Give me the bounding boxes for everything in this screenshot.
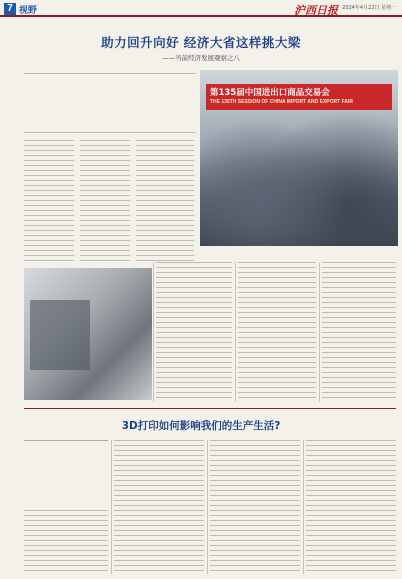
body-column-10 (306, 440, 396, 574)
column-rule-4 (111, 440, 112, 574)
factory-photo-detail (30, 300, 90, 370)
column-rule-6 (303, 440, 304, 574)
body-column-9 (210, 440, 300, 574)
main-headline: 助力回升向好 经济大省这样挑大梁 (101, 35, 301, 50)
page-number-tag: 7 (4, 3, 16, 15)
fair-banner (206, 84, 392, 110)
column-rule-2 (235, 262, 236, 402)
column-rule-3 (319, 262, 320, 402)
body-column-5 (238, 262, 316, 402)
top-rule (0, 15, 402, 17)
masthead-logo: 沪西日报 (294, 4, 338, 17)
body-column-3 (136, 140, 194, 262)
fair-banner-title: 第135届中国进出口商品交易会 (210, 88, 330, 98)
body-column-7 (24, 510, 108, 574)
fair-banner-subtitle: THE 135TH SESSION OF CHINA IMPORT AND EXPORT FAIR (210, 99, 353, 105)
mid-rule (24, 408, 396, 409)
hero-photo (200, 70, 398, 246)
body-column-8 (114, 440, 204, 574)
lede-box (24, 73, 196, 133)
quote-box (24, 440, 108, 507)
section-name: 视野 (19, 6, 38, 16)
body-column-1 (24, 140, 74, 262)
column-rule-1 (153, 262, 154, 402)
body-column-2 (80, 140, 130, 262)
column-rule-5 (207, 440, 208, 574)
date-line: 2024年4月22日 星期一 (342, 5, 396, 11)
body-column-6 (322, 262, 396, 402)
second-headline: 3D打印如何影响我们的生产生活? (121, 420, 281, 432)
body-column-4 (156, 262, 232, 402)
main-subhead: ——当前经济发展观察之八 (162, 54, 240, 62)
